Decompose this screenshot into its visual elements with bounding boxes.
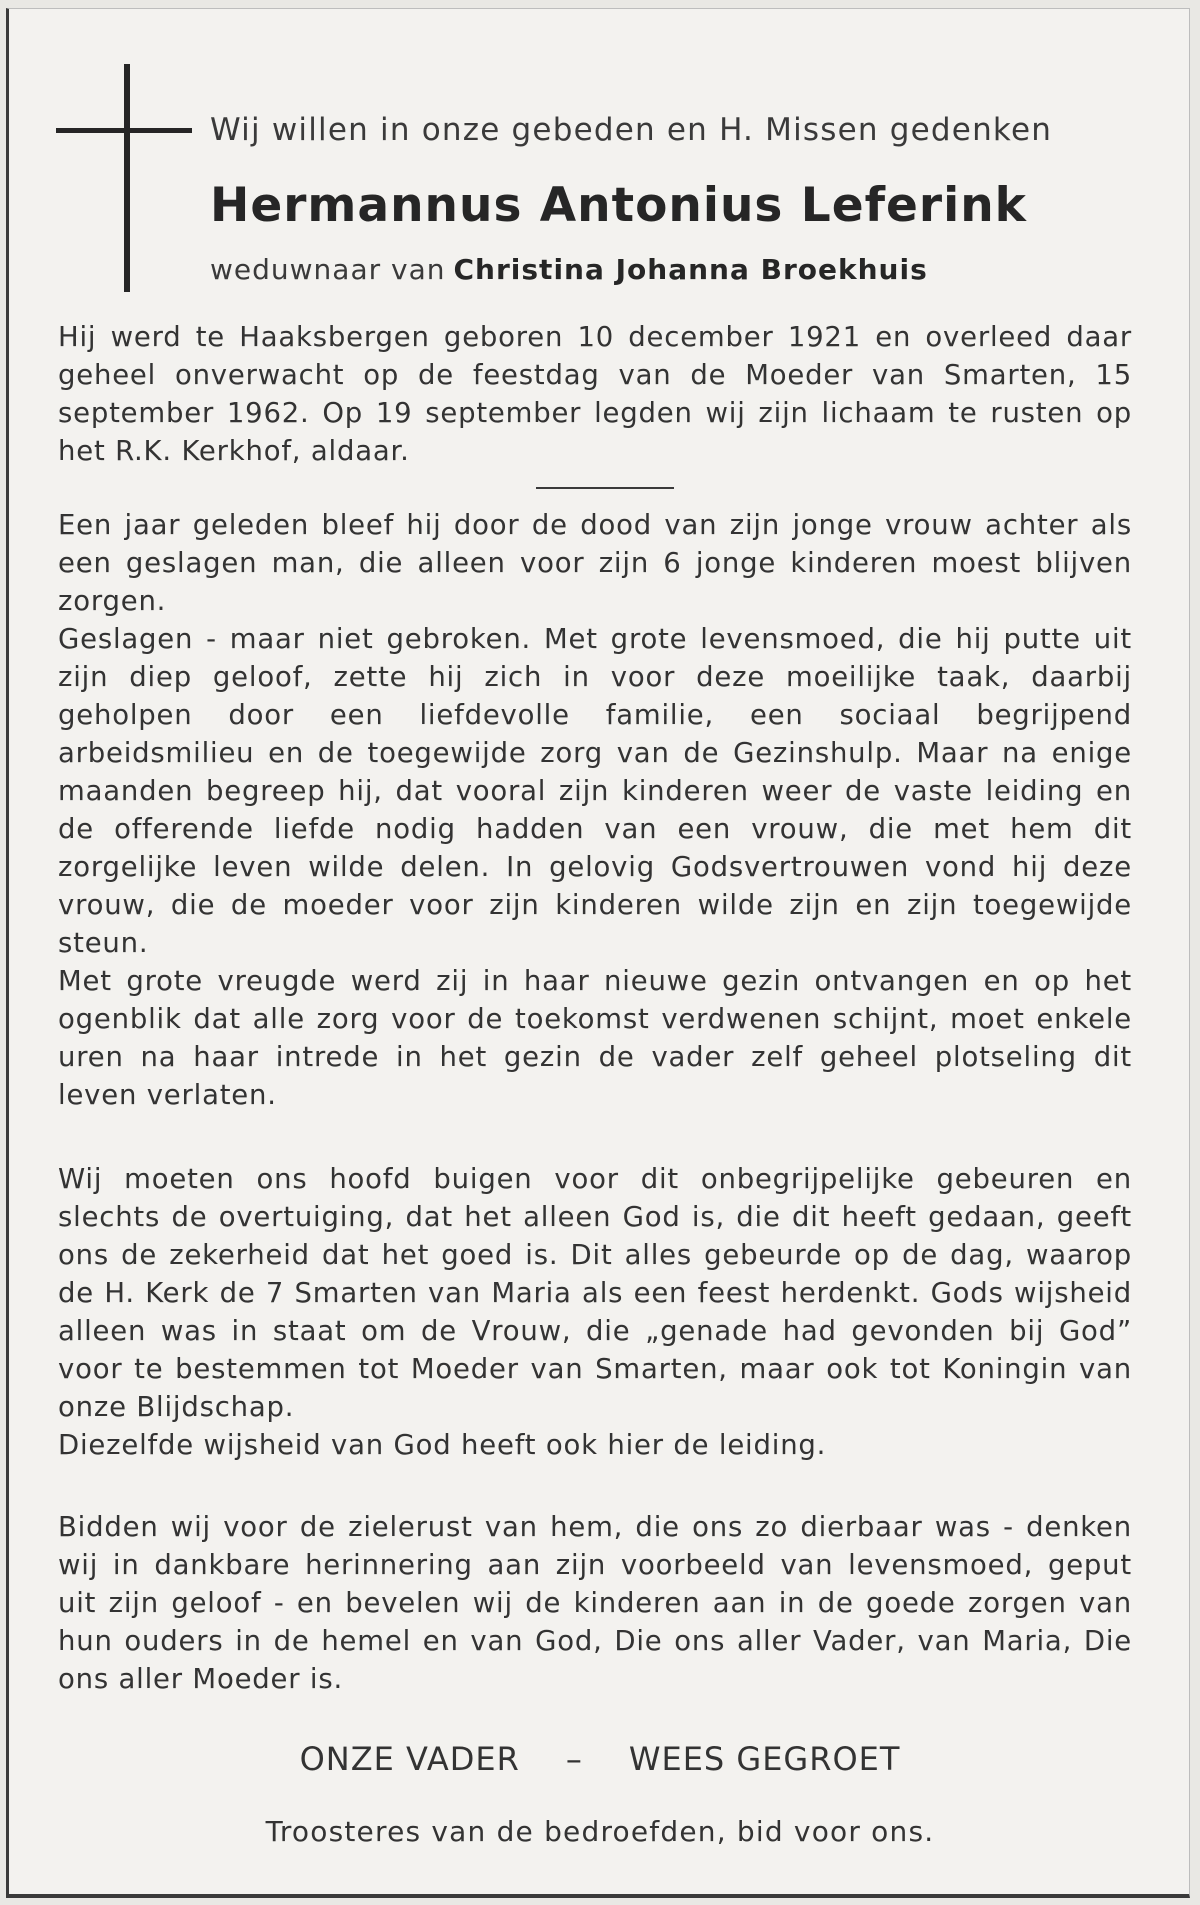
reflection-paragraph-2: Diezelfde wijsheid van God heeft ook hier de leiding.: [58, 1429, 827, 1461]
intro-line: Wij willen in onze gebeden en H. Missen gedenken: [210, 112, 1053, 148]
biography-paragraph: Hij werd te Haaksbergen geboren 10 december 1921 en overleed daar geheel onverwacht op de feestdag van de Moeder van Smarten, 15 september 1962. Op 19 september legden wij zijn lichaam te rusten op het R.K. Kerkhof, aldaar.: [58, 321, 1132, 467]
prayer-hail-mary: WEES GEGROET: [628, 1740, 901, 1778]
story-section: [58, 506, 1132, 1114]
widower-line: [210, 253, 1130, 286]
story-paragraph-3: Met grote vreugde werd zij in haar nieuwe gezin ontvangen en op het ogenblik dat alle zorg voor de toekomst verdwenen schijnt, moet enkele uren na haar intrede in het gezin de vader zelf geheel plotseling dit leven verlaten.: [58, 965, 1132, 1111]
cross-icon: [124, 64, 130, 292]
divider: [536, 487, 674, 489]
prayer-request-paragraph: Bidden wij voor de zielerust van hem, die ons zo dierbaar was - denken wij in dankbare herinnering aan zijn voorbeeld van levensmoed, geput uit zijn geloof - en bevelen wij de kinderen aan in de goede zorgen van hun ouders in de hemel en van God, Die ons aller Vader, van Maria, Die ons aller Moeder is.: [58, 1511, 1132, 1695]
spouse-name: Christina Johanna Broekhuis: [453, 253, 928, 286]
prayers-line: [0, 1740, 1200, 1778]
story-paragraph-2: Geslagen - maar niet gebroken. Met grote levensmoed, die hij putte uit zijn diep geloof, zette hij zich in voor deze moeilijke taak, daarbij geholpen door een liefdevolle familie, een sociaal begrijpend arbeidsmilieu en de toegewijde zorg van de Gezinshulp. Maar na enige maanden begreep hij, dat vooral zijn kinderen weer de vaste leiding en de offerende liefde nodig hadden van een vrouw, die met hem dit zorgelijke leven wilde delen. In gelovig Godsvertrouwen vond hij deze vrouw, die de moeder voor zijn kinderen wilde zijn en zijn toegewijde steun.: [58, 623, 1132, 959]
deceased-name: Hermannus Antonius Leferink: [210, 178, 1027, 233]
prayer-our-father: ONZE VADER: [299, 1740, 520, 1778]
story-paragraph-1: Een jaar geleden bleef hij door de dood van zijn jonge vrouw achter als een geslagen man, die alleen voor zijn 6 jonge kinderen moest blijven zorgen.: [58, 509, 1132, 617]
closing-invocation: Troosteres van de bedroefden, bid voor ons.: [265, 1815, 935, 1848]
widower-prefix: weduwnaar van: [210, 253, 446, 286]
reflection-paragraph-1: Wij moeten ons hoofd buigen voor dit onbegrijpelijke gebeuren en slechts de overtuiging, dat het alleen God is, die dit heeft gedaan, geeft ons de zekerheid dat het goed is. Dit alles gebeurde op de dag, waarop de H. Kerk de 7 Smarten van Maria als een feest herdenkt. Gods wijsheid alleen was in staat om de Vrouw, die „genade had gevonden bij God” voor te bestemmen tot Moeder van Smarten, maar ook tot Koningin van onze Blijdschap.: [58, 1163, 1132, 1423]
reflection-section: [58, 1160, 1132, 1464]
prayer-dash: –: [565, 1740, 583, 1778]
cross-icon-bar: [56, 128, 192, 133]
